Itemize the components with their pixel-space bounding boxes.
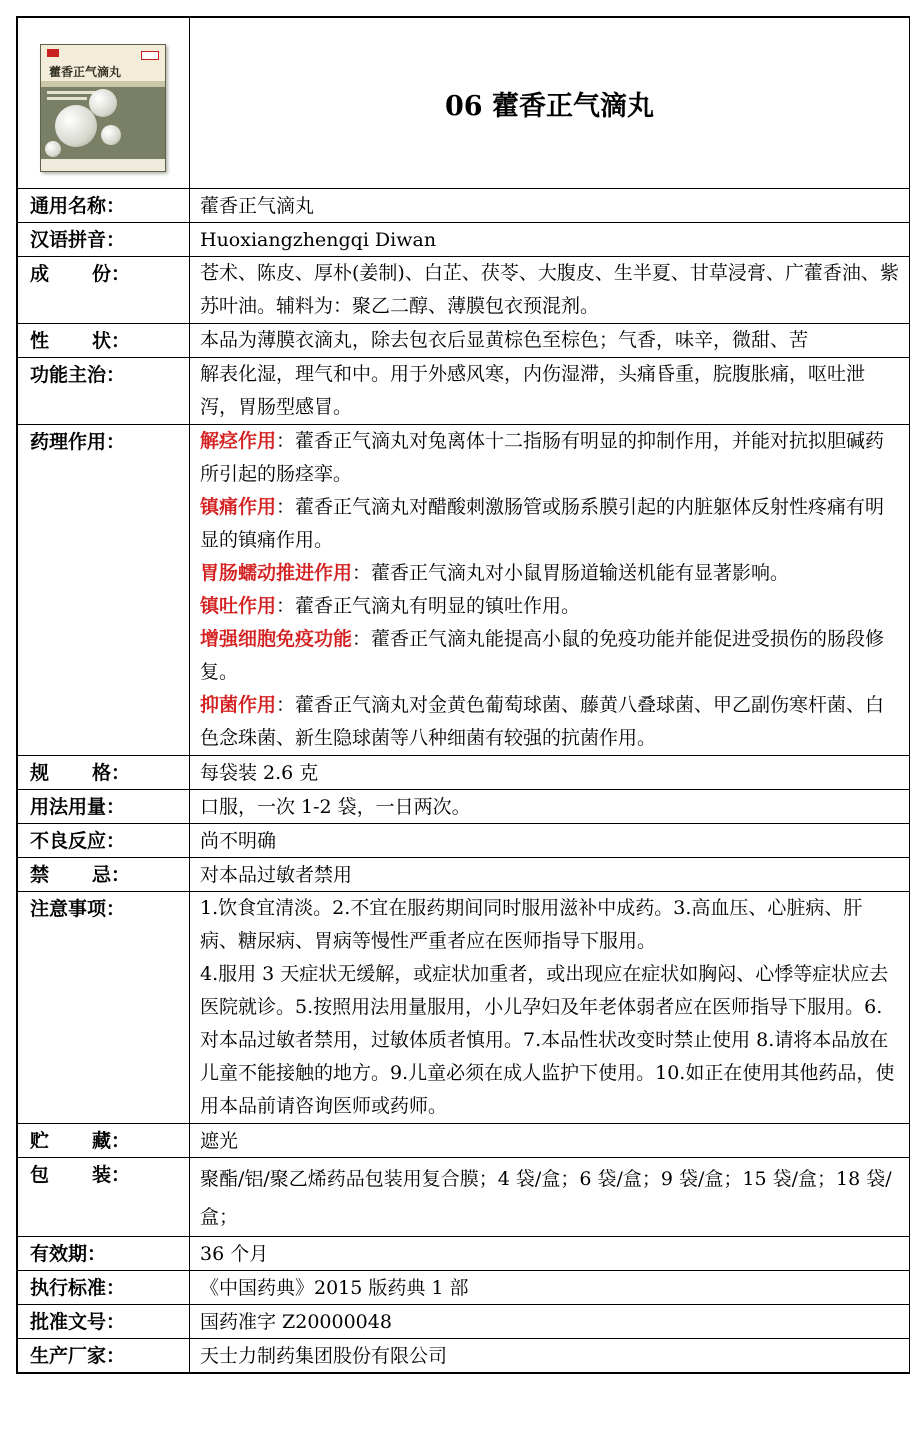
package-name: 藿香正气滴丸 [49,65,122,79]
table-row [18,1124,910,1158]
row-value: 解表化湿，理气和中。用于外感风寒，内伤湿滞，头痛昏重，脘腹胀痛，呕吐泄泻，胃肠型感冒。 [190,358,910,425]
row-value: Huoxiangzhengqi Diwan [190,223,910,257]
pharmacology-value [190,425,910,756]
row-value: 尚不明确 [190,824,910,858]
page-title: 06 藿香正气滴丸 [190,18,910,189]
row-value: 苍术、陈皮、厚朴(姜制)、白芷、茯苓、大腹皮、生半夏、甘草浸膏、广藿香油、紫苏叶油。辅料为：聚乙二醇、薄膜包衣预混剂。 [190,257,910,324]
pharmacology-item: 解痉作用：藿香正气滴丸对兔离体十二指肠有明显的抑制作用，并能对抗拟胆碱药所引起的肠痉挛。 [200,430,885,485]
row-value: 口服，一次 1-2 袋，一日两次。 [190,790,910,824]
row-label: 成 份： [18,257,190,324]
pharmacology-item: 抑菌作用：藿香正气滴丸对金黄色葡萄球菌、藤黄八叠球菌、甲乙副伤寒杆菌、白色念珠菌、新生隐球菌等八种细菌有较强的抗菌作用。 [200,694,885,749]
header-row [18,18,910,189]
pill-ball-icon [89,89,117,117]
row-label: 贮 藏： [18,1124,190,1158]
precautions-paragraph: 1.饮食宜清淡。2.不宜在服药期间同时服用滋补中成药。3.高血压、心脏病、肝病、糖尿病、胃病等慢性严重者应在医师指导下服用。 [200,897,863,952]
product-image-cell [18,18,190,189]
row-label: 功能主治： [18,358,190,425]
row-label: 包 装： [18,1158,190,1237]
row-label: 批准文号： [18,1305,190,1339]
table-row [18,223,910,257]
table-row [18,1237,910,1271]
table-row [18,1339,910,1373]
table-row [18,858,910,892]
row-label: 禁 忌： [18,858,190,892]
row-label: 有效期： [18,1237,190,1271]
pill-ball-icon [55,105,97,147]
drug-info-sheet [16,16,910,1374]
row-label: 通用名称： [18,189,190,223]
pharmacology-item: 增强细胞免疫功能：藿香正气滴丸能提高小鼠的免疫功能并能促进受损伤的肠段修复。 [200,628,885,683]
table-row [18,1158,910,1237]
precautions-value [190,892,910,1124]
product-box-image [40,44,166,172]
table-row [18,756,910,790]
row-value: 《中国药典》2015 版药典 1 部 [190,1271,910,1305]
row-value: 本品为薄膜衣滴丸，除去包衣后显黄棕色至棕色；气香，味辛，微甜、苦 [190,324,910,358]
row-value: 国药准字 Z20000048 [190,1305,910,1339]
brand-logo-icon [47,49,59,57]
row-value: 每袋装 2.6 克 [190,756,910,790]
row-label: 生产厂家： [18,1339,190,1373]
table-row [18,1271,910,1305]
row-value: 天士力制药集团股份有限公司 [190,1339,910,1373]
row-value: 藿香正气滴丸 [190,189,910,223]
row-label: 药理作用： [18,425,190,756]
row-label: 汉语拼音： [18,223,190,257]
table-row [18,189,910,223]
pill-ball-icon [101,125,121,145]
pill-ball-icon [45,141,61,157]
row-label: 执行标准： [18,1271,190,1305]
row-label: 不良反应： [18,824,190,858]
row-value: 36 个月 [190,1237,910,1271]
row-label: 规 格： [18,756,190,790]
table-row [18,892,910,1124]
pharmacology-item: 镇痛作用：藿香正气滴丸对醋酸刺激肠管或肠系膜引起的内脏躯体反射性疼痛有明显的镇痛作用。 [200,496,885,551]
pharmacology-heading: 镇痛作用 [200,496,277,518]
row-label: 注意事项： [18,892,190,1124]
pharmacology-heading: 增强细胞免疫功能 [200,628,353,650]
table-row [18,824,910,858]
precautions-paragraph: 4.服用 3 天症状无缓解，或症状加重者，或出现应在症状如胸闷、心悸等症状应去医院就诊。5.按照用法用量服用，小儿孕妇及年老体弱者应在医师指导下服用。6.对本品过敏者禁用，过敏体质者慎用。7.本品性状改变时禁止使用 8.请将本品放在儿童不能接触的地方。9.儿童必须在成人监护下使用。10.如正在使用其他药品，使用本品前请咨询医师或药师。 [200,963,895,1117]
pharmacology-heading: 解痉作用 [200,430,277,452]
table-row [18,790,910,824]
table-row [18,257,910,324]
row-value: 聚酯/铝/聚乙烯药品包装用复合膜；4 袋/盒；6 袋/盒；9 袋/盒；15 袋/盒；18 袋/盒； [190,1158,910,1237]
table-row [18,324,910,358]
table-row [18,358,910,425]
row-label: 用法用量： [18,790,190,824]
drug-info-table [17,17,910,1373]
pharmacology-item: 镇吐作用：藿香正气滴丸有明显的镇吐作用。 [200,595,581,617]
row-value: 对本品过敏者禁用 [190,858,910,892]
row-label: 性 状： [18,324,190,358]
pharmacology-heading: 抑菌作用 [200,694,277,716]
row-value: 遮光 [190,1124,910,1158]
table-row [18,1305,910,1339]
pharmacology-heading: 镇吐作用 [200,595,277,617]
otc-badge-icon [141,51,159,60]
pharmacology-heading: 胃肠蠕动推进作用 [200,562,353,584]
table-row [18,425,910,756]
pharmacology-item: 胃肠蠕动推进作用：藿香正气滴丸对小鼠胃肠道输送机能有显著影响。 [200,562,790,584]
